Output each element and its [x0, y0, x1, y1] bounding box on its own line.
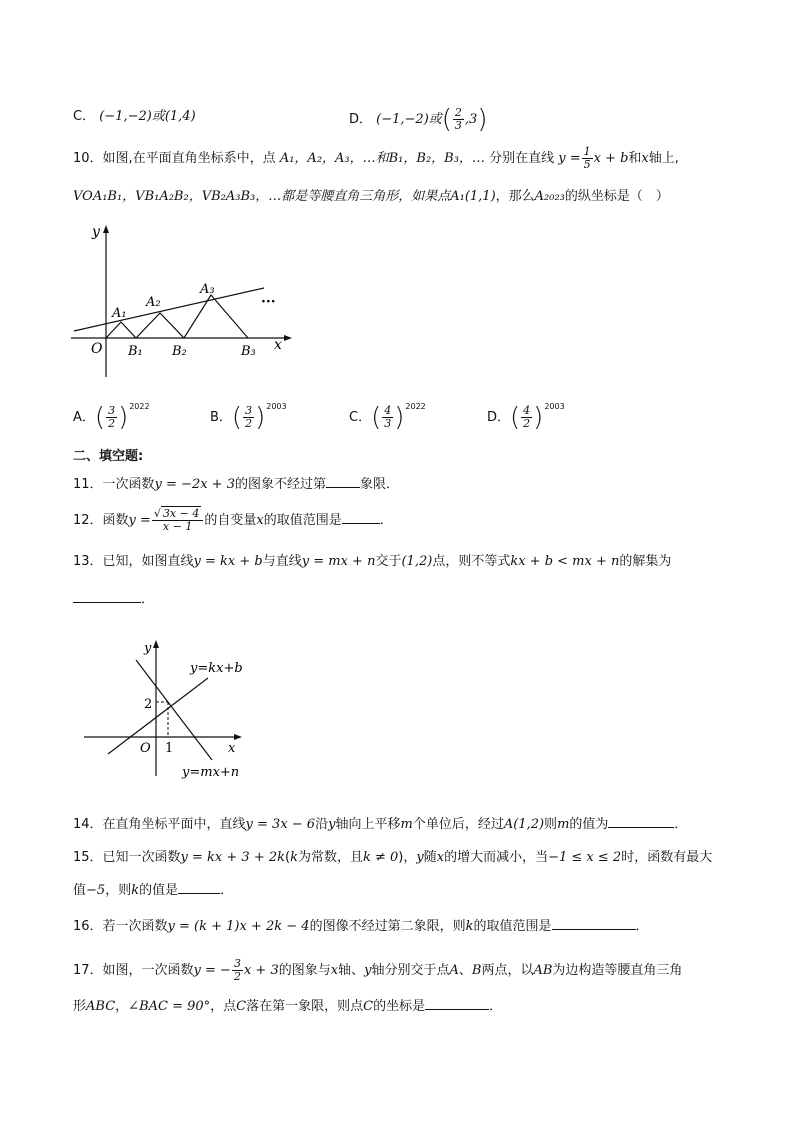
fraction: $\frac{3}{2}$	[108, 404, 116, 430]
fraction: $\frac{√ 3x - 4}{x - 1}$	[152, 508, 203, 533]
fraction: $\frac{4}{2}$	[523, 404, 531, 430]
q15-line1: 15．已知一次函数y = kx + 3 + 2k(k为常数，且k ≠ 0)，y随x的增大而减小，当−1 ≤ x ≤ 2时，函数有最大	[73, 850, 713, 865]
q9-option-c[interactable]: C． (−1,−2)或(1,4)	[73, 109, 196, 124]
y-label: y	[144, 641, 152, 656]
answer-blank[interactable]	[326, 473, 360, 488]
fraction: $\frac{3}{2}$	[245, 404, 253, 430]
fraction: $\frac{4}{3}$	[384, 404, 392, 430]
q10-option-a[interactable]: A．( $\frac{3}{2}$ )$^{2022}$	[73, 402, 150, 433]
answer-blank[interactable]	[425, 995, 489, 1010]
fraction: $\frac{2}{3}$	[454, 106, 462, 132]
label-a1: A₁	[112, 306, 127, 321]
q11: 11．一次函数y = −2x + 3的图象不经过第 象限．	[73, 473, 399, 495]
triangles	[106, 295, 248, 338]
label-b1: B₁	[128, 344, 143, 359]
y-label: y	[92, 224, 100, 240]
q10-option-c[interactable]: C．( $\frac{4}{3}$ )$^{2022}$	[349, 402, 426, 433]
answer-blank[interactable]	[342, 509, 380, 524]
label-a2: A₂	[146, 295, 161, 310]
q10-line2: VOA₁B₁，VB₁A₂B₂，VB₂A₃B₃，…都是等腰直角三角形，如果点A₁(1,1)，那么A₂₀₂₃的纵坐标是（ ）	[73, 189, 669, 204]
x-label: x	[228, 741, 236, 756]
q17-line1: 17．如图，一次函数y = − $\frac{3}{2}$ x + 3的图象与x轴、y轴分别交于点A、B两点，以AB为边构造等腰直角三角	[73, 957, 683, 983]
q14: 14．在直角坐标平面中，直线y = 3x − 6沿y轴向上平移m个单位后，经过A(1,2)则m的值为 ．	[73, 813, 687, 835]
x-axis-arrow	[234, 734, 242, 740]
label-a3: A₃	[200, 282, 215, 297]
q13-line2: ．	[73, 588, 154, 610]
q10-line1: 10．如图,在平面直角坐标系中，点 A₁，A₂，A₃，…和B₁，B₂，B₃，… 分别在直线 y = $\frac{1}{5}$ x + b和x轴上,	[73, 145, 679, 171]
answer-blank[interactable]	[608, 813, 674, 828]
section-title: 二、填空题:	[73, 449, 144, 464]
q17-line2: 形ABC，∠BAC = 90°，点C落在第一象限，则点C的坐标是 ．	[73, 995, 502, 1017]
tick-1: 1	[165, 741, 174, 756]
x-axis-arrow	[284, 335, 292, 341]
q10-figure	[66, 222, 296, 384]
fraction: $\frac{1}{5}$	[583, 145, 591, 171]
tick-2: 2	[144, 697, 153, 712]
label-b3: B₃	[241, 344, 256, 359]
y-axis-arrow	[103, 225, 109, 233]
answer-blank[interactable]	[552, 915, 636, 930]
fraction: $\frac{3}{2}$	[233, 957, 241, 983]
q13-figure	[80, 636, 260, 784]
origin-label: O	[140, 741, 151, 756]
ellipsis: ···	[261, 294, 276, 310]
q10-option-d[interactable]: D．( $\frac{4}{2}$ )$^{2003}$	[487, 402, 565, 433]
label-b2: B₂	[172, 344, 187, 359]
q9-option-d[interactable]: D． (−1,−2)或( $\frac{2}{3}$ ,3)	[349, 104, 488, 135]
answer-blank[interactable]	[73, 588, 141, 603]
label-mx-n: y=mx+n	[182, 765, 240, 780]
q15-line2: 值−5，则k的值是 ．	[73, 879, 233, 901]
label-kx-b: y=kx+b	[190, 661, 243, 676]
q13-line1: 13．已知，如图直线y = kx + b与直线y = mx + n交于(1,2)点，则不等式kx + b < mx + n的解集为	[73, 554, 672, 569]
y-axis-arrow	[153, 640, 159, 648]
q12: 12．函数y = $\frac{√ 3x - 4}{x - 1}$ 的自变量x的取值范围是 ．	[73, 507, 393, 533]
line-y	[74, 288, 264, 331]
origin-label: O	[91, 341, 103, 357]
answer-blank[interactable]	[178, 879, 220, 894]
q10-option-b[interactable]: B．( $\frac{3}{2}$ )$^{2003}$	[210, 402, 287, 433]
q16: 16．若一次函数y = (k + 1)x + 2k − 4的图像不经过第二象限，则k的取值范围是 ．	[73, 915, 649, 937]
x-label: x	[274, 337, 282, 353]
